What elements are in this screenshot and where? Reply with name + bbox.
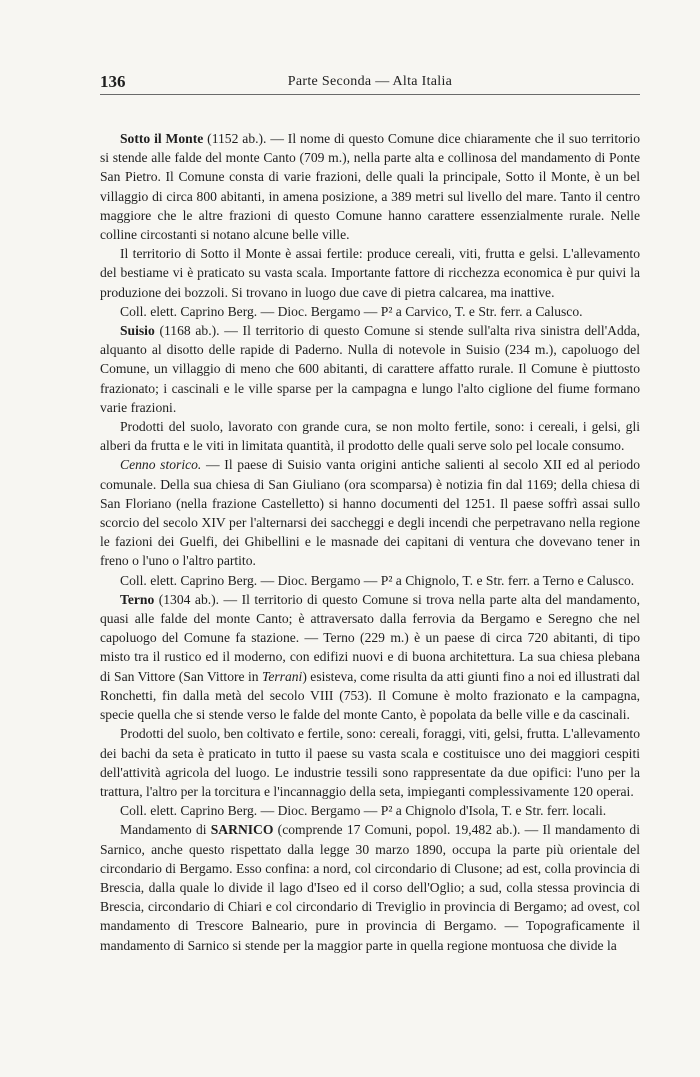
entry-heading: Suisio <box>120 323 155 339</box>
entry-suisio <box>100 321 640 590</box>
electoral-note: Coll. elett. Caprino Berg. — Dioc. Bergamo — P² a Chignolo d'Isola, T. e Str. ferr. locali. <box>120 803 607 819</box>
paragraph <box>100 820 640 954</box>
paragraph: Prodotti del suolo, lavorato con grande cura, se non molto fertile, sono: i cereali, i gelsi, gli alberi da frutta e le viti in limitata quantità, il prodotto delle quali serve solo pel locale consumo. <box>100 419 640 454</box>
paragraph-text: ) esisteva, come risulta da atti giunti fino a noi ed illustrati dal Ronchetti, fin dalla metà del secolo VIII (753). Il Comune è molto frazionato e la campagna, specie quella che si stende verso le falde del monte Canto, è popolata da belle ville e da cascinali. <box>100 668 640 723</box>
paragraph-text: (1152 ab.). — Il nome di questo Comune dice chiaramente che il suo territorio si stende alle falde del monte Canto (709 m.), nella parte alta e collinosa del mandamento di Ponte San Pietro. Il Comune consta di varie frazioni, delle quali la principale, Sotto il Monte, è un bel villaggio di circa 800 abitanti, in amena posizione, a 389 metri sul livello del mare. Tanto il centro maggiore che le altre frazioni di questo Comune hanno carattere essenzialmente rurale. Nelle colline circostanti si notano alcune belle ville. <box>100 131 641 243</box>
page-number: 136 <box>100 72 126 91</box>
paragraph-text: (1304 ab.). — Il territorio di questo Comune si trova nella parte alta del mandamento, quasi alle falde del monte Canto; è attraversato dalla ferrovia da Bergamo e Seregno che nel capoluogo del Comune fa stazione. — Terno (229 m.) è un paese di circa 720 abitanti, di tipo misto tra il rustico ed il moderno, con edifizi nuovi e di buona architettura. La sua chiesa plebana di San Vittore (San Vittore in <box>100 591 640 684</box>
italic-term: Terrani <box>262 668 303 684</box>
paragraph: Il territorio di Sotto il Monte è assai fertile: produce cereali, viti, frutta e gelsi. L'allevamento del bestiame vi è praticato su vasta scala. Importante fattore di ricchezza economica è pur quivi la produzione dei bozzoli. Si trovano in luogo due cave di pietra calcarea, ma inattive. <box>100 246 640 300</box>
entry-heading: Sotto il Monte <box>120 131 204 146</box>
section-label: Cenno storico. <box>120 457 202 473</box>
electoral-note: Coll. elett. Caprino Berg. — Dioc. Bergamo — P² a Carvico, T. e Str. ferr. a Calusco. <box>120 303 583 319</box>
entry-mandamento-sarnico <box>100 820 640 954</box>
paragraph: Prodotti del suolo, ben coltivato e fertile, sono: cereali, foraggi, viti, gelsi, frutta. L'allevamento dei bachi da seta è praticato in tutto il paese su vasta scala e costituisce uno dei maggiori cespiti dell'attività agricola del luogo. Le industrie tessili sono rappresentate da due opifici: l'uno per la trattura, l'altro per la torcitura e l'incannaggio della seta, impieganti complessivamente 120 operai. <box>100 726 640 799</box>
entry-heading: SARNICO <box>210 822 274 838</box>
electoral-note: Coll. elett. Caprino Berg. — Dioc. Bergamo — P² a Chignolo, T. e Str. ferr. a Terno e Calusco. <box>120 572 635 588</box>
paragraph-text: — Il paese di Suisio vanta origini antiche salienti al secolo XII ed al periodo comunale. Della sua chiesa di San Giuliano (ora scomparsa) è notizia fin dal 1169; della chiesa di San Floriano (nella frazione Castelletto) si hanno documenti del 1251. Il paese soffrì assai sullo scorcio del secolo XIV per l'alternarsi dei saccheggi e degli incendi che perpetravano nella regione le fazioni dei Guelfi, dei Ghibellini e le masnade dei capitani di ventura che dovevano tener in freno o l'uno o l'altro partito. <box>100 457 640 569</box>
paragraph <box>100 455 640 570</box>
entry-terno <box>100 590 640 820</box>
paragraph <box>100 129 640 244</box>
paragraph <box>100 321 640 417</box>
entry-sotto-il-monte <box>100 129 640 321</box>
running-title: Parte Seconda — Alta Italia <box>287 74 453 89</box>
entry-heading: Terno <box>120 591 155 607</box>
page-header <box>100 70 640 95</box>
heading-prefix: Mandamento di <box>120 822 211 838</box>
paragraph-text: (1168 ab.). — Il territorio di questo Comune si stende sull'alta riva sinistra dell'Adda, alquanto al disotto delle rapide di Paderno. Nulla di notevole in Suisio (234 m.), capoluogo del Comune, un villaggio di meno che 600 abitanti, di carattere affatto rurale. Il Comune è piuttosto frazionato; i cascinali e le ville sparse per la campagna e lungo l'alto ciglione del fiume formano varie frazioni. <box>100 323 640 415</box>
paragraph-text: (comprende 17 Comuni, popol. 19,482 ab.). — Il mandamento di Sarnico, anche questo rispettato dalla legge 30 marzo 1890, occupa la parte più orientale del circondario di Bergamo. Esso confina: a nord, col circondario di Clusone; ad est, colla provincia di Brescia, dalla quale lo divide il lago d'Iseo ed il corso dell'Oglio; a sud, colla stessa provincia di Brescia, circondario di Chiari e col circondario di Treviglio in provincia di Bergamo; ad ovest, col mandamento di Trescore Balneario, pure in provincia di Bergamo. — Topograficamente il mandamento di Sarnico si stende per la maggior parte in quella regione montuosa che divide la <box>100 822 640 953</box>
paragraph <box>100 590 640 724</box>
